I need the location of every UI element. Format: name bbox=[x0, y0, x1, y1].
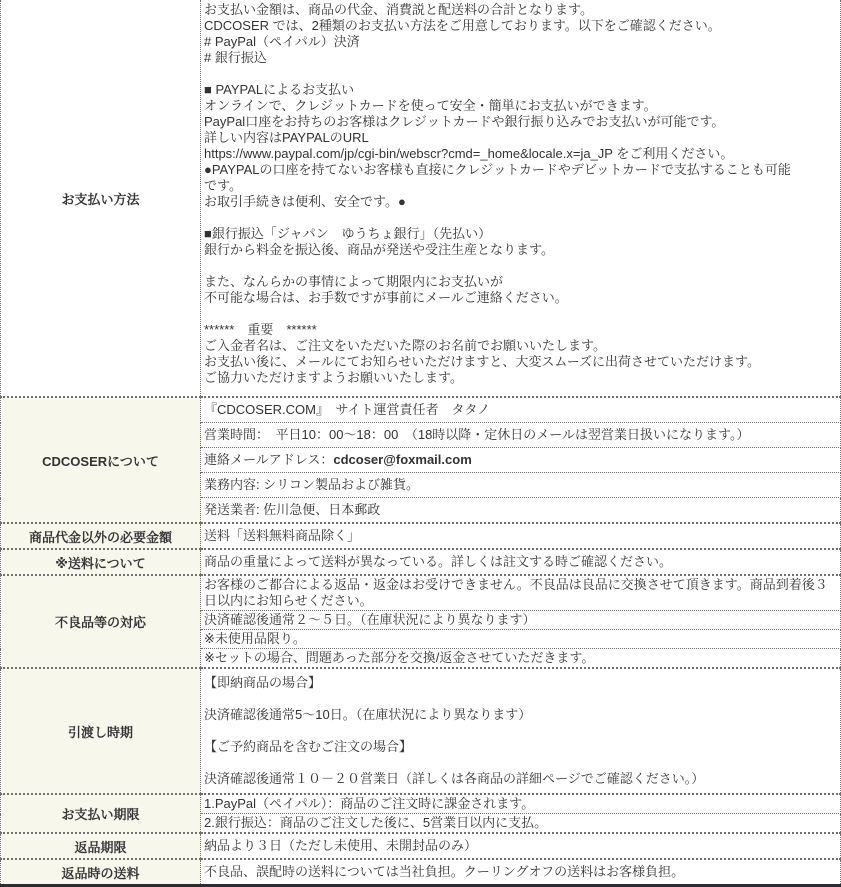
text-segment: 連絡メールアドレス： bbox=[204, 452, 334, 467]
row-header-defective-items: 不良品等の対応 bbox=[1, 575, 201, 668]
row-content-defective-items-4 bbox=[201, 649, 841, 669]
row-content-payment-deadline-2 bbox=[201, 814, 841, 834]
row-content-about-cdcoser-5 bbox=[201, 498, 841, 524]
text-line: 商品の重量によって送料が異なっている。詳しくは註文する時ご確認ください。 bbox=[204, 554, 673, 569]
text-line: 不可能な場合は、お手数ですが事前にメールご連絡ください。 bbox=[204, 290, 568, 305]
text-line: 業務内容: シリコン製品および雑貨。 bbox=[204, 477, 419, 492]
text-line: # 銀行振込 bbox=[204, 50, 267, 65]
text-line: CDCOSER では、2種類のお支払い方法をご用意しております。以下をご確認ください。 bbox=[204, 18, 721, 33]
text-line: 不良品、誤配時の送料については当社負担。クーリングオフの送料はお客様負担。 bbox=[204, 864, 685, 879]
row-content-about-cdcoser-2 bbox=[201, 423, 841, 448]
table-row bbox=[1, 575, 841, 611]
row-content-payment-method bbox=[201, 0, 841, 397]
text-line: です。 bbox=[204, 178, 242, 193]
text-line bbox=[204, 691, 837, 707]
text-line: また、なんらかの事情によって期限内にお支払いが bbox=[204, 274, 504, 289]
text-line: お支払い後に、メールにてお知らせいただけますと、大変スムーズに出荷させていただけます。 bbox=[204, 354, 761, 369]
text-line: 『CDCOSER.COM』 サイト運営責任者 タタノ bbox=[204, 402, 491, 417]
text-line: ご協力いただけますようお願いいたします。 bbox=[204, 370, 463, 385]
row-content-payment-deadline-1 bbox=[201, 794, 841, 814]
text-line: ■ PAYPALによるお支払い bbox=[204, 82, 355, 97]
paypal-url-text: https://www.paypal.com/jp/cgi-bin/webscr?cmd=_home&locale.x=ja_JP をご利用ください。 bbox=[204, 146, 734, 161]
row-content-about-cdcoser-4 bbox=[201, 473, 841, 498]
row-content-about-cdcoser-3 bbox=[201, 448, 841, 473]
row-content-return-deadline bbox=[201, 833, 841, 859]
text-line bbox=[204, 210, 837, 226]
text-line: 1.PayPal（ペイパル）：商品のご注文時に課金されます。 bbox=[204, 796, 535, 811]
row-header-about-shipping: ※送料について bbox=[1, 549, 201, 575]
row-content-about-cdcoser-1 bbox=[201, 397, 841, 423]
row-content-defective-items-2 bbox=[201, 611, 841, 630]
text-line: # PayPal（ペイパル）決済 bbox=[204, 34, 360, 49]
text-line: 【即納商品の場合】 bbox=[204, 675, 322, 690]
text-line: 決済確認後通常5～10日。（在庫状況により異なります） bbox=[204, 707, 532, 722]
row-content-defective-items-1 bbox=[201, 575, 841, 611]
table-row bbox=[1, 668, 841, 794]
text-line bbox=[204, 755, 837, 771]
text-line: ご入金者名は、ご注文をいただいた際のお名前でお願いいたします。 bbox=[204, 338, 606, 353]
text-line: ※未使用品限り。 bbox=[204, 631, 306, 646]
text-line: ■銀行振込「ジャパン ゆうちょ銀行」（先払い） bbox=[204, 226, 492, 241]
text-line: 詳しい内容はPAYPALのURL bbox=[204, 130, 369, 145]
text-line: 決済確認後通常１０－２０営業日（詳しくは各商品の詳細ページでご確認ください。） bbox=[204, 771, 705, 786]
row-header-delivery-time: 引渡し時期 bbox=[1, 668, 201, 794]
text-line: 決済確認後通常２～５日。（在庫状況により異なります） bbox=[204, 612, 536, 627]
table-row bbox=[1, 833, 841, 859]
row-content-about-shipping bbox=[201, 549, 841, 575]
row-header-extra-fees: 商品代金以外の必要金額 bbox=[1, 523, 201, 549]
text-line: 2.銀行振込：商品のご注文した後に、5営業日以内に支払。 bbox=[204, 815, 548, 830]
table-row bbox=[1, 859, 841, 886]
text-line: 【ご予約商品を含むご注文の場合】 bbox=[204, 739, 413, 754]
text-line: 納品より３日（ただし未使用、未開封品のみ） bbox=[204, 838, 478, 853]
row-content-delivery-time bbox=[201, 668, 841, 794]
text-line bbox=[204, 258, 837, 274]
text-line: お取引手続きは便利、安全です。● bbox=[204, 194, 406, 209]
row-content-defective-items-3 bbox=[201, 630, 841, 649]
text-line: 送料「送料無料商品除く」 bbox=[204, 528, 361, 543]
row-header-about-cdcoser: CDCOSERについて bbox=[1, 397, 201, 523]
row-header-payment-deadline: お支払い期限 bbox=[1, 794, 201, 833]
table-row bbox=[1, 549, 841, 575]
text-line bbox=[204, 66, 837, 82]
text-line: 銀行から料金を振込後、商品が発送や受注生産となります。 bbox=[204, 242, 554, 257]
text-line: 営業時間： 平日10：00～18：00 （18時以降・定休日のメールは翌営業日扱いになります。） bbox=[204, 427, 750, 442]
row-header-return-deadline: 返品期限 bbox=[1, 833, 201, 859]
text-line: お支払い金額は、商品の代金、消費説と配送料の合計となります。 bbox=[204, 2, 593, 17]
contact-email: cdcoser@foxmail.com bbox=[333, 452, 472, 467]
text-line: 発送業者: 佐川急便、日本郵政 bbox=[204, 502, 381, 517]
text-line: ****** 重要 ****** bbox=[204, 322, 317, 337]
text-line: お客様のご都合による返品・返金はお受けできません。不良品は良品に交換させて頂きます。商品到着後３日以内にお知らせください。 bbox=[204, 577, 828, 608]
text-line: ●PAYPALの口座を持てないお客様も直接にクレジットカードやデビットカードで支払することも可能 bbox=[204, 162, 791, 177]
table-row bbox=[1, 794, 841, 814]
text-line: オンラインで、クレジットカードを使って安全・簡単にお支払いができます。 bbox=[204, 98, 657, 113]
text-line bbox=[204, 452, 837, 468]
row-content-extra-fees bbox=[201, 523, 841, 549]
text-line: ※セットの場合、問題あった部分を交換/返金させていただきます。 bbox=[204, 650, 595, 665]
row-header-payment-method: お支払い方法 bbox=[1, 0, 201, 397]
table-row bbox=[1, 523, 841, 549]
shop-info-table-body bbox=[1, 0, 841, 886]
row-header-return-shipping: 返品時の送料 bbox=[1, 859, 201, 886]
table-row bbox=[1, 0, 841, 397]
table-row bbox=[1, 397, 841, 423]
text-line bbox=[204, 306, 837, 322]
text-line: PayPal口座をお持ちのお客様はクレジットカードや銀行振り込みでお支払いが可能です。 bbox=[204, 114, 725, 129]
row-content-return-shipping bbox=[201, 859, 841, 886]
text-line bbox=[204, 723, 837, 739]
